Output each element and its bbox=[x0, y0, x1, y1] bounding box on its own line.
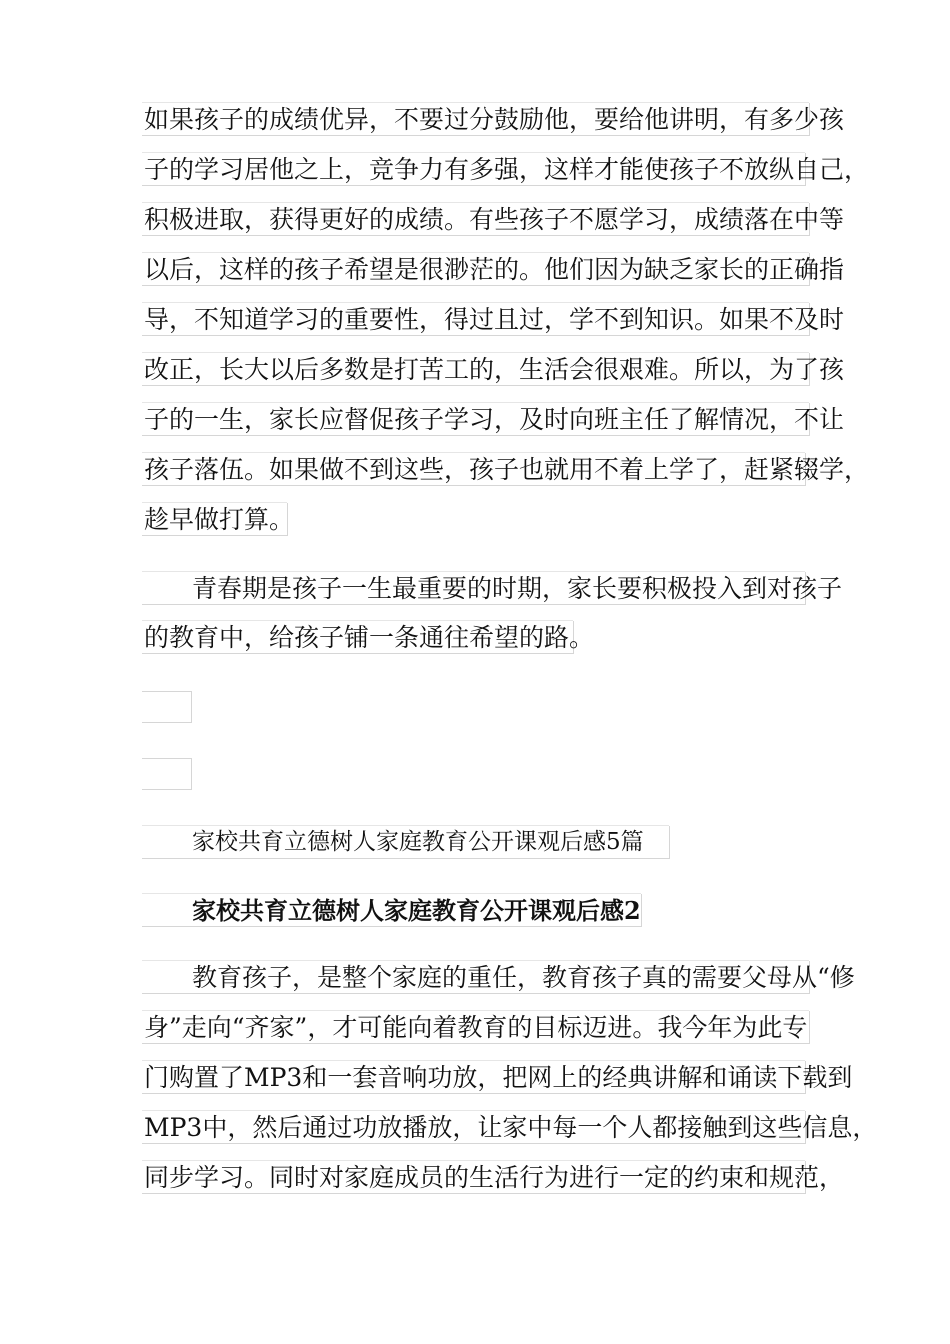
paragraph-3-line-3: 门购置了MP3和一套音响功放，把网上的经典讲解和诵读下载到 bbox=[144, 1063, 853, 1092]
paragraph-3-line-2: 身”走向“齐家”，才可能向着教育的目标迈进。我今年为此专 bbox=[142, 1011, 810, 1044]
paragraph-3-line-4: MP3中，然后通过功放播放，让家中每一个人都接触到这些信息， bbox=[144, 1113, 878, 1142]
paragraph-2-line-1: 青春期是孩子一生最重要的时期，家长要积极投入到对孩子 bbox=[142, 572, 806, 605]
document-title: 家校共育立德树人家庭教育公开课观后感5篇 bbox=[142, 826, 670, 859]
paragraph-1-line-4: 以后，这样的孩子希望是很渺茫的。他们因为缺乏家长的正确指 bbox=[144, 255, 845, 284]
paragraph-1-line-2: 子的学习居他之上，竞争力有多强，这样才能使孩子不放纵自己， bbox=[144, 155, 870, 184]
empty-line-1 bbox=[142, 691, 192, 723]
section-heading: 家校共育立德树人家庭教育公开课观后感2 bbox=[142, 894, 642, 927]
paragraph-1-line-1: 如果孩子的成绩优异，不要过分鼓励他，要给他讲明，有多少孩 bbox=[144, 105, 845, 134]
paragraph-1-line-5: 导，不知道学习的重要性，得过且过，学不到知识。如果不及时 bbox=[144, 305, 845, 334]
paragraph-3-line-5: 同步学习。同时对家庭成员的生活行为进行一定的约束和规范， bbox=[144, 1163, 845, 1192]
paragraph-1-line-6: 改正，长大以后多数是打苦工的，生活会很艰难。所以，为了孩 bbox=[144, 355, 845, 384]
paragraph-2-line-2: 的教育中，给孩子铺一条通往希望的路。 bbox=[144, 623, 595, 652]
paragraph-1-line-8: 孩子落伍。如果做不到这些，孩子也就用不着上学了，赶紧辍学， bbox=[144, 455, 870, 484]
paragraph-1-line-3: 积极进取，获得更好的成绩。有些孩子不愿学习，成绩落在中等 bbox=[144, 205, 845, 234]
empty-line-2 bbox=[142, 758, 192, 790]
paragraph-1-line-9: 趁早做打算。 bbox=[144, 505, 295, 534]
paragraph-3-line-1: 教育孩子，是整个家庭的重任，教育孩子真的需要父母从“修 bbox=[142, 961, 810, 994]
paragraph-1-line-7: 子的一生，家长应督促孩子学习，及时向班主任了解情况，不让 bbox=[144, 405, 845, 434]
